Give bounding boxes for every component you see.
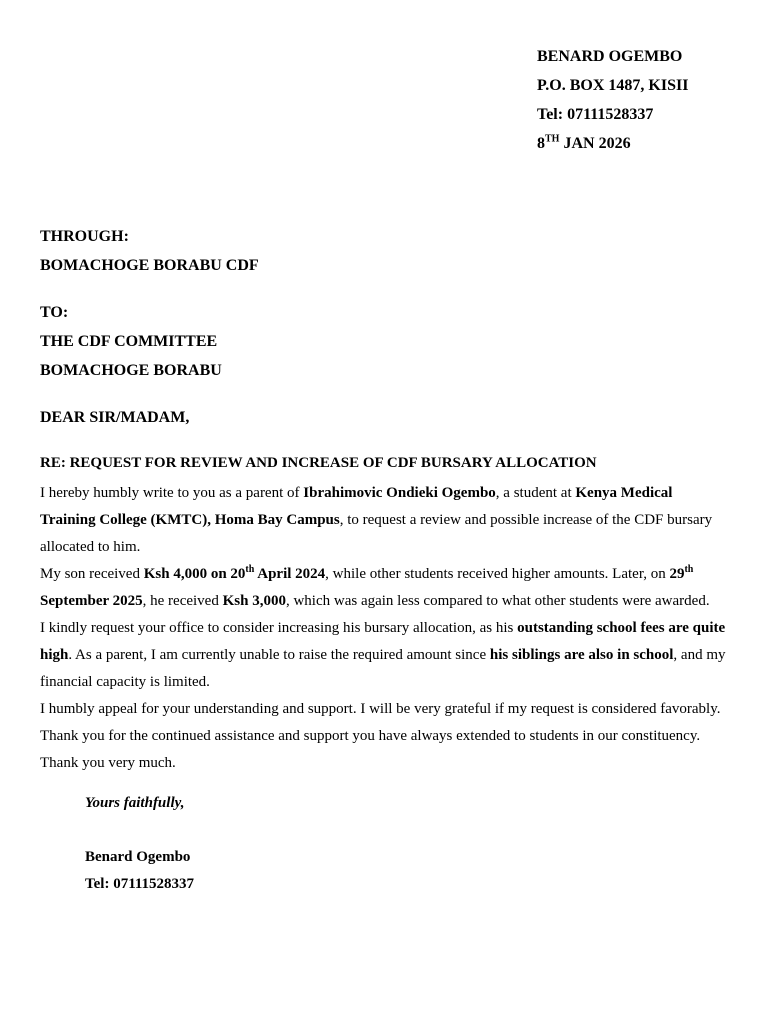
signatory-tel: Tel: 07111528337: [85, 876, 195, 892]
p3-text-c: . As a parent, I am currently unable to raise the required amount since: [68, 647, 490, 663]
through-block: [40, 225, 259, 283]
sender-tel: Tel: 07111528337: [537, 106, 654, 123]
signatory-name: Benard Ogembo: [85, 849, 191, 865]
body-paragraph-6: Thank you very much.: [40, 755, 176, 771]
date-month-year: JAN 2026: [559, 135, 631, 152]
fees-emphasis: outstanding school fees are quite high: [40, 620, 726, 663]
student-name: Ibrahimovic Ondieki Ogembo: [303, 485, 496, 501]
body-paragraph-4: I humbly appeal for your understanding and support. I will be very grateful if my request is considered favorably.: [40, 701, 721, 717]
recipient-line-1: THE CDF COMMITTEE: [40, 333, 218, 350]
date-day: 8: [537, 135, 545, 152]
p3-text-e: , and my financial capacity is limited.: [40, 647, 726, 690]
subject-line: RE: REQUEST FOR REVIEW AND INCREASE OF CDF BURSARY ALLOCATION: [40, 455, 597, 471]
body-paragraph-5: Thank you for the continued assistance and support you have always extended to students in our constituency.: [40, 728, 701, 744]
second-date-suffix: th: [684, 564, 694, 575]
body-paragraph-3: [40, 615, 730, 696]
sender-name: BENARD OGEMBO: [537, 48, 683, 65]
letter-date: [537, 132, 688, 161]
p2-text-g: , he received: [142, 593, 223, 609]
p1-text-c: , a student at: [495, 485, 576, 501]
second-amount: Ksh 3,000: [222, 593, 286, 609]
through-label: THROUGH:: [40, 228, 129, 245]
first-date-suffix: th: [245, 564, 255, 575]
second-date-day: 29: [669, 566, 685, 582]
first-date-rest: April 2024: [254, 566, 326, 582]
sender-address: P.O. BOX 1487, KISII: [537, 77, 689, 94]
through-line: BOMACHOGE BORABU CDF: [40, 257, 259, 274]
date-suffix: TH: [545, 133, 560, 145]
siblings-emphasis: his siblings are also in school: [489, 647, 674, 663]
recipient-block: [40, 301, 222, 388]
first-allocation: [144, 566, 325, 582]
to-label: TO:: [40, 304, 69, 321]
p2-text-i: , which was again less compared to what other students were awarded.: [285, 593, 710, 609]
sender-block: [537, 45, 688, 161]
recipient-line-2: BOMACHOGE BORABU: [40, 362, 222, 379]
salutation: [40, 406, 189, 435]
body-paragraph-1: [40, 480, 730, 561]
p3-text-a: I kindly request your office to consider increasing his bursary allocation, as his: [40, 620, 518, 636]
first-amount: Ksh 4,000 on 20: [143, 566, 246, 582]
p2-text-d: , while other students received higher amounts. Later, on: [325, 566, 670, 582]
college-name: Kenya Medical Training College (KMTC), Homa Bay Campus: [40, 485, 673, 528]
valediction: Yours faithfully,: [85, 795, 185, 811]
p1-text-a: I hereby humbly write to you as a parent of: [40, 485, 304, 501]
letter-body: [40, 480, 730, 777]
salutation-text: DEAR SIR/MADAM,: [40, 409, 190, 426]
second-date-rest: September 2025: [40, 593, 143, 609]
p1-text-e: , to request a review and possible increase of the CDF bursary allocated to him.: [40, 512, 713, 555]
body-paragraph-2: [40, 561, 730, 615]
p2-text-a: My son received: [40, 566, 144, 582]
